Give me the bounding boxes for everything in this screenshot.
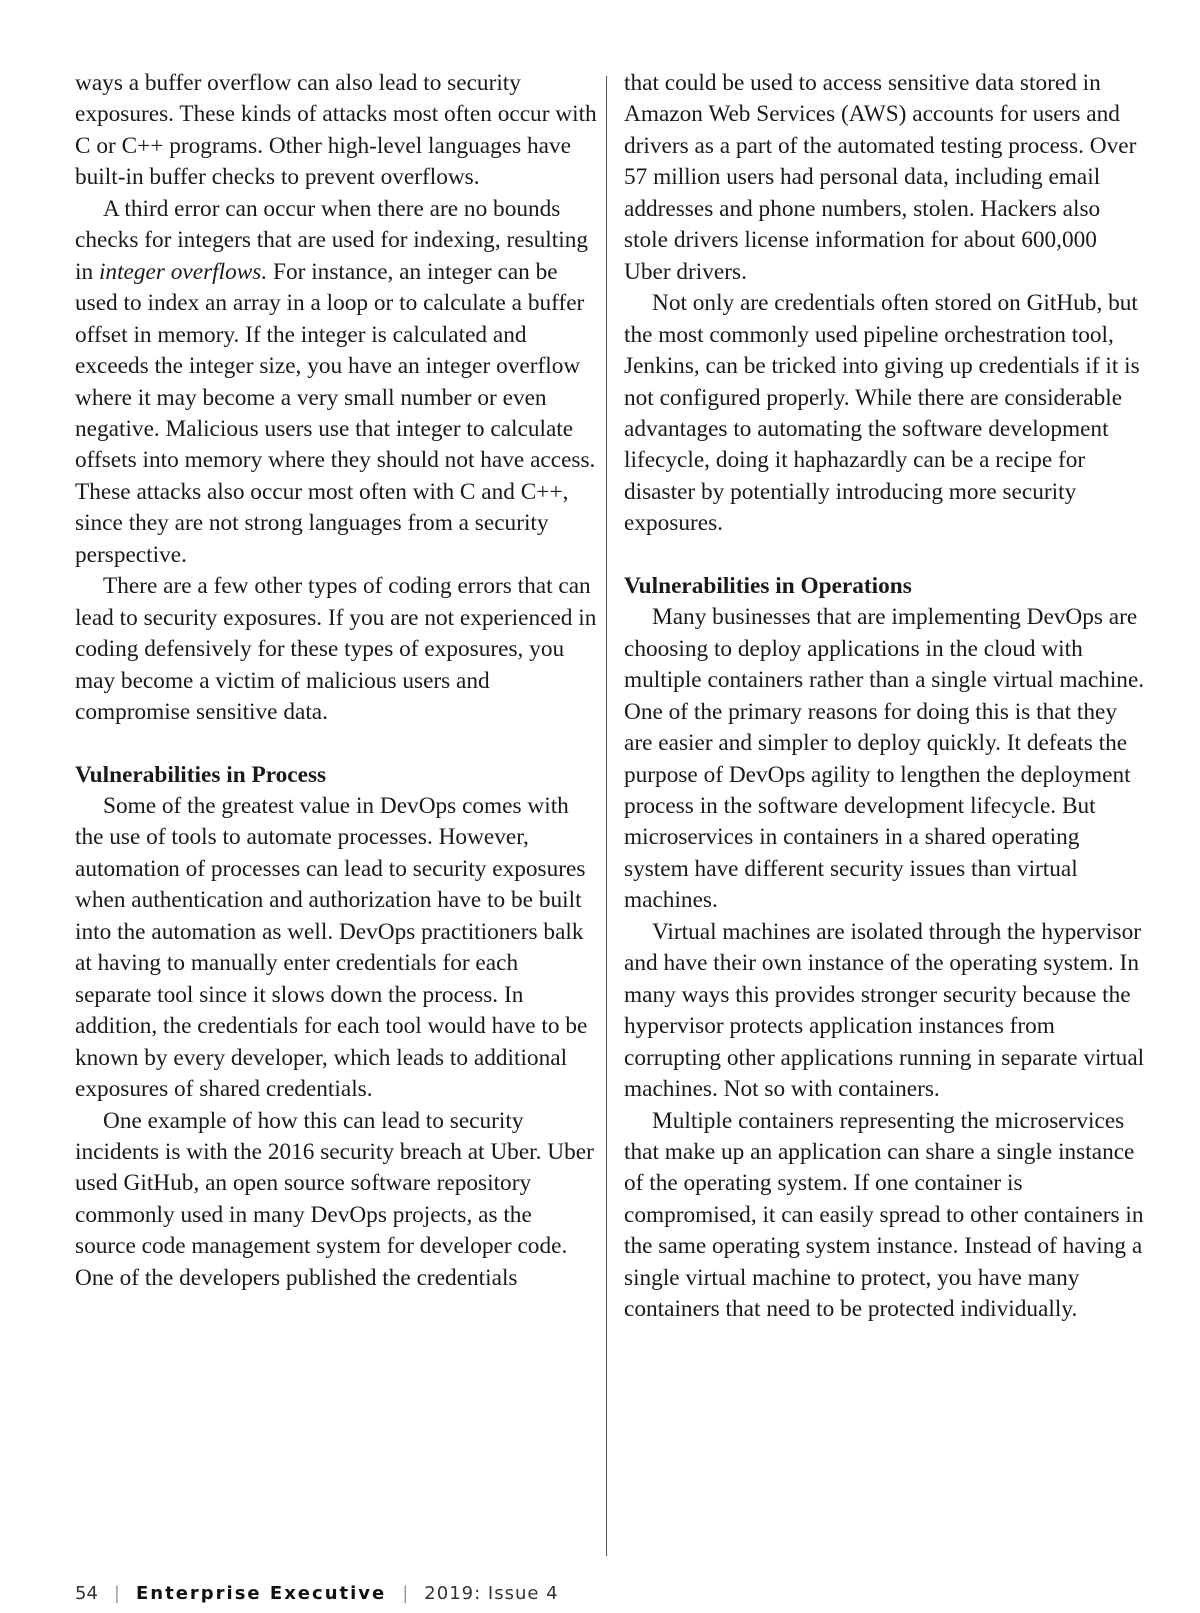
paragraph-containers-deploy: Many businesses that are implementing DevOps are choosing to deploy applications in the cloud with multiple containers rather than a single virtual machine. One of the primary reasons for doing this is that they are easier and simpler to deploy quickly. It defeats the purpose of DevOps agility to lengthen the deployment process in the software development lifecycle. But microservices in containers in a shared operating system have different security issues than virtual machines.	[624, 604, 1145, 914]
footer-separator: |	[402, 1583, 409, 1604]
column-divider	[606, 76, 607, 1556]
paragraph-other-coding-errors: There are a few other types of coding errors that can lead to security exposures. If you are not experienced in coding defensively for these types of exposures, you may become a victim of malicious users and compromise sensitive data.	[75, 573, 597, 726]
paragraph-integer-overflow-start: A third error can occur when there are no bounds checks for integers that are used for indexing, resulting in	[75, 195, 589, 285]
integer-overflows-term: integer overflows.	[98, 258, 268, 285]
right-column	[624, 68, 1146, 1326]
paragraph-integer-overflow-end: For instance, an integer can be used to index an array in a loop or to calculate a buffer offset in memory. If the integer is calculated and exceeds the integer size, you have an integer overflow where it may become a very small number or even negative. Malicious users use that integer to calculate offsets into memory where they should not have access. These attacks also occur most often with C and C++, since they are not strong languages from a security perspective.	[75, 258, 596, 568]
heading-vulnerabilities-in-process: Vulnerabilities in Process	[75, 761, 327, 788]
paragraph-aws-credentials: that could be used to access sensitive data stored in Amazon Web Services (AWS) accounts for users and drivers as a part of the automated testing process. Over 57 million users had personal data, including email addresses and phone numbers, stolen. Hackers also stole drivers license information for about 600,000 Uber drivers.	[624, 70, 1137, 285]
paragraph-uber-example: One example of how this can lead to security incidents is with the 2016 security breach at Uber. Uber used GitHub, an open source software repository commonly used in many DevOps projects, as the source code management system for developer code. One of the developers published the credentials	[75, 1107, 594, 1291]
heading-vulnerabilities-in-operations: Vulnerabilities in Operations	[624, 572, 912, 599]
issue-label: 2019: Issue 4	[424, 1583, 559, 1604]
paragraph-buffer-overflow: ways a buffer overflow can also lead to security exposures. These kinds of attacks most often occur with C or C++ programs. Other high-level languages have built-in buffer checks to prevent overflows.	[75, 70, 597, 191]
left-column	[75, 68, 597, 1294]
paragraph-automation-value: Some of the greatest value in DevOps comes with the use of tools to automate processes. However, automation of processes can lead to security exposures when authentication and authorization have to be built into the automation as well. DevOps practitioners balk at having to manually enter credentials for each separate tool since it slows down the process. In addition, the credentials for each tool would have to be known by every developer, which leads to additional exposures of shared credentials.	[75, 792, 588, 1103]
page-footer	[75, 1583, 559, 1604]
paragraph-multiple-containers: Multiple containers representing the microservices that make up an application can share a single instance of the operating system. If one container is compromised, it can easily spread to other containers in the same operating system instance. Instead of having a single virtual machine to protect, you have many containers that need to be protected individually.	[624, 1107, 1144, 1323]
paragraph-jenkins: Not only are credentials often stored on GitHub, but the most commonly used pipeline orchestration tool, Jenkins, can be tricked into giving up credentials if it is not configured properly. While there are considerable advantages to automating the software development lifecycle, doing it haphazardly can be a recipe for disaster by potentially introducing more security exposures.	[624, 290, 1140, 537]
footer-separator: |	[113, 1583, 120, 1604]
paragraph-integer-overflow	[75, 194, 597, 571]
paragraph-virtual-machines: Virtual machines are isolated through the hypervisor and have their own instance of the operating system. In many ways this provides stronger security because the hypervisor protects application instances from corrupting other applications running in separate virtual machines. Not so with containers.	[624, 918, 1145, 1103]
page-number: 54	[75, 1583, 98, 1604]
magazine-title: Enterprise Executive	[135, 1583, 387, 1604]
